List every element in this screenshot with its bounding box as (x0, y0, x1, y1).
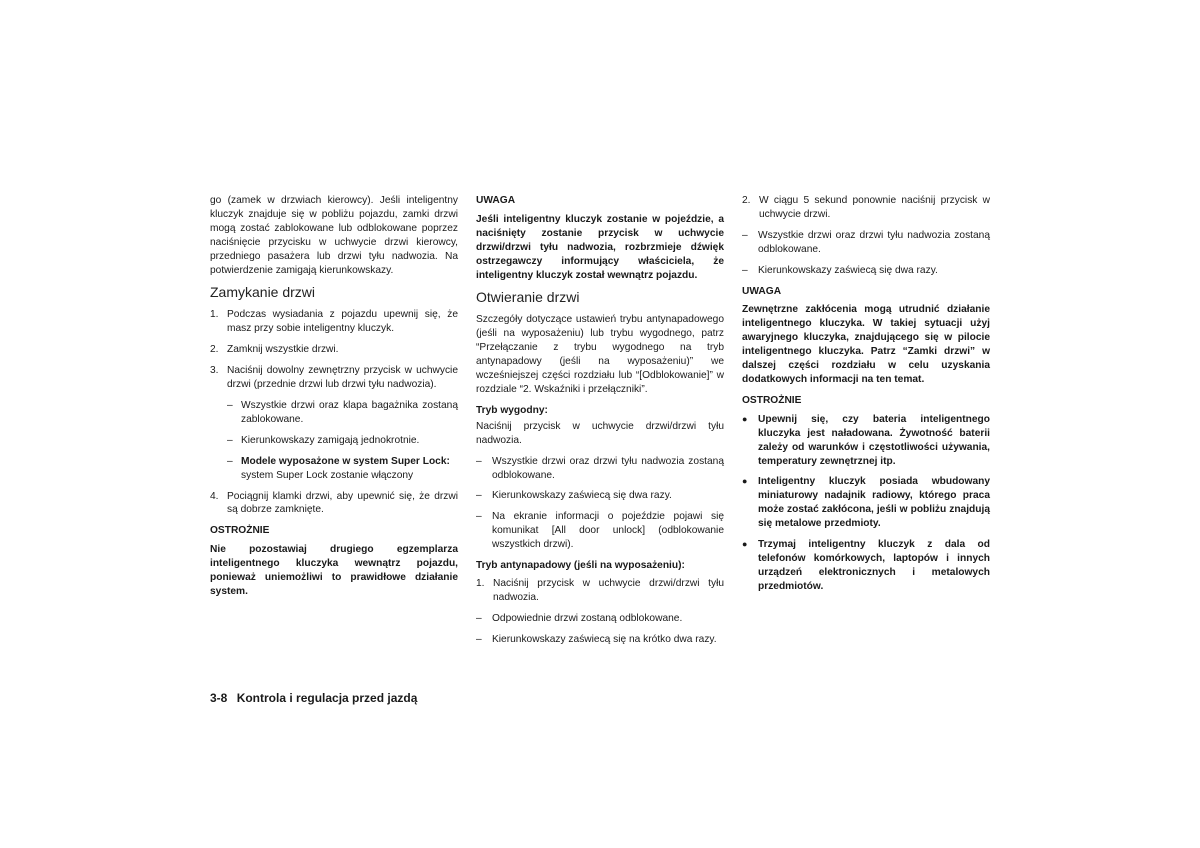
note-label: UWAGA (742, 285, 782, 297)
settings-paragraph: Szczegóły dotyczące ustawień trybu antynapadowego (jeśli na wyposażeniu) lub trybu wygodnego, patrz “Przełączanie z trybu wygodnego na tryb antynapadowy (jeśli na wyposażeniu)” we wcześniejszej części rozdziału lub “[Odblokowanie]” w rozdziale “2. Wskaźniki i przełączniki”. (476, 314, 724, 395)
list-text: Kierunkowskazy zaświecą się dwa razy. (492, 490, 672, 502)
list-item (476, 633, 724, 647)
column-right (742, 194, 990, 601)
dash-marker: – (476, 455, 482, 467)
note-text: Jeśli inteligentny kluczyk zostanie w pojeździe, a naciśnięty zostanie przycisk w uchwycie drzwi/drzwi tyłu nadwozia, rozbrzmieje dźwięk ostrzegawczy informujący właściciela, że inteligentny kluczyk został wewnątrz pojazdu. (476, 213, 724, 281)
dash-marker: – (742, 229, 748, 241)
step-number: 3. (210, 365, 219, 377)
step-text: Zamknij wszystkie drzwi. (227, 344, 339, 356)
step-number: 2. (210, 344, 219, 356)
column-middle (476, 194, 724, 654)
bullet-item (742, 413, 990, 469)
dash-marker: – (476, 511, 482, 523)
list-text: Wszystkie drzwi oraz drzwi tyłu nadwozia zostaną odblokowane. (492, 455, 724, 481)
list-item (210, 490, 458, 518)
section-heading-unlocking: Otwieranie drzwi (476, 289, 580, 306)
list-text: Kierunkowskazy zaświecą się na krótko dwa razy. (492, 633, 717, 645)
bullet-item (742, 475, 990, 531)
list-item (210, 343, 458, 357)
anti-hijack-mode-label: Tryb antynapadowy (jeśli na wyposażeniu): (476, 560, 685, 572)
super-lock-label: Modele wyposażone w system Super Lock: (241, 455, 450, 467)
list-item (210, 364, 458, 392)
list-item (742, 264, 990, 278)
sub-text (241, 455, 458, 483)
caution-label: OSTROŻNIE (742, 394, 802, 406)
dash-marker: – (476, 633, 482, 645)
list-item (476, 455, 724, 483)
list-text: Na ekranie informacji o pojeździe pojawi się komunikat [All door unlock] (odblokowanie wszystkich drzwi). (492, 511, 724, 551)
dash-marker: – (227, 434, 233, 446)
bullet-text: Inteligentny kluczyk posiada wbudowany miniaturowy nadajnik radiowy, którego praca może zostać zakłócona, jeśli w pobliżu znajdują się metalowe przedmioty. (758, 476, 990, 530)
comfort-mode-label: Tryb wygodny: (476, 404, 548, 416)
sub-list-item (210, 455, 458, 483)
dash-marker: – (227, 455, 233, 467)
step-text: Naciśnij dowolny zewnętrzny przycisk w uchwycie drzwi (przednie drzwi lub drzwi tyłu nadwozia). (227, 365, 458, 391)
list-text: Wszystkie drzwi oraz drzwi tyłu nadwozia zostaną odblokowane. (758, 229, 990, 255)
step-number: 1. (210, 309, 219, 321)
bullet-item (742, 538, 990, 594)
sub-text: Wszystkie drzwi oraz klapa bagażnika zostaną zablokowane. (241, 399, 458, 425)
step-text: Podczas wysiadania z pojazdu upewnij się, że masz przy sobie inteligentny kluczyk. (227, 309, 458, 335)
step-text: Pociągnij klamki drzwi, aby upewnić się, że drzwi są dobrze zamknięte. (227, 490, 458, 516)
step-text: W ciągu 5 sekund ponownie naciśnij przycisk w uchwycie drzwi. (759, 195, 990, 220)
section-heading-locking: Zamykanie drzwi (210, 284, 316, 301)
list-item (742, 229, 990, 257)
list-item (476, 510, 724, 552)
page-footer (210, 691, 417, 705)
dash-marker: – (476, 612, 482, 624)
note-label: UWAGA (476, 195, 516, 206)
step-number: 2. (742, 195, 751, 206)
dash-marker: – (227, 399, 233, 411)
intro-paragraph: go (zamek w drzwiach kierowcy). Jeśli inteligentny kluczyk znajduje się w pobliżu pojazdu, zamki drzwi mogą zostać zablokowane lub odblokowane poprzez naciśnięcie przycisku w uchwycie drzwi kierowcy, przedniego pasażera lub drzwi tyłu nadwozia. Na potwierdzenie zamigają kierunkowskazy. (210, 195, 458, 276)
bullet-text: Upewnij się, czy bateria inteligentnego kluczyka jest naładowana. Żywotność baterii zależy od warunków i częstotliwości używania, temperatury zewnętrznej itp. (758, 413, 990, 467)
list-text: Kierunkowskazy zaświecą się dwa razy. (758, 264, 938, 276)
list-item (210, 308, 458, 336)
list-item (476, 612, 724, 626)
dash-marker: – (476, 490, 482, 502)
bullet-icon: ● (742, 413, 748, 424)
sub-list-item (210, 434, 458, 448)
column-left (210, 194, 458, 599)
list-item (742, 194, 990, 222)
caution-label: OSTROŻNIE (210, 525, 270, 537)
list-item (476, 577, 724, 605)
sub-text: Kierunkowskazy zamigają jednokrotnie. (241, 434, 420, 446)
step-number: 4. (210, 490, 219, 502)
list-text: Odpowiednie drzwi zostaną odblokowane. (492, 612, 683, 624)
note-text: Zewnętrzne zakłócenia mogą utrudnić działanie inteligentnego kluczyka. W takiej sytuacji użyj awaryjnego kluczyka, znajdującego się w pilocie inteligentnego kluczyka. Patrz “Zamki drzwi” w dalszej części rozdziału w celu uzyskania dodatkowych informacji na ten temat. (742, 304, 990, 385)
chapter-title: Kontrola i regulacja przed jazdą (236, 691, 418, 705)
bullet-text: Trzymaj inteligentny kluczyk z dala od telefonów komórkowych, laptopów i innych urządzeń elektronicznych i metalowych przedmiotów. (758, 539, 990, 592)
page-number: 3-8 (210, 691, 228, 705)
bullet-icon: ● (742, 476, 748, 487)
comfort-mode-text: Naciśnij przycisk w uchwycie drzwi/drzwi tyłu nadwozia. (476, 420, 724, 446)
dash-marker: – (742, 264, 748, 276)
bullet-icon: ● (742, 539, 748, 550)
list-item (476, 489, 724, 503)
sub-list-item (210, 399, 458, 427)
step-text: Naciśnij przycisk w uchwycie drzwi/drzwi tyłu nadwozia. (493, 577, 724, 603)
caution-text: Nie pozostawiaj drugiego egzemplarza inteligentnego kluczyka wewnątrz pojazdu, ponieważ uniemożliwi to prawidłowe działanie system. (210, 544, 458, 597)
super-lock-text: system Super Lock zostanie włączony (241, 469, 414, 481)
step-number: 1. (476, 577, 485, 589)
